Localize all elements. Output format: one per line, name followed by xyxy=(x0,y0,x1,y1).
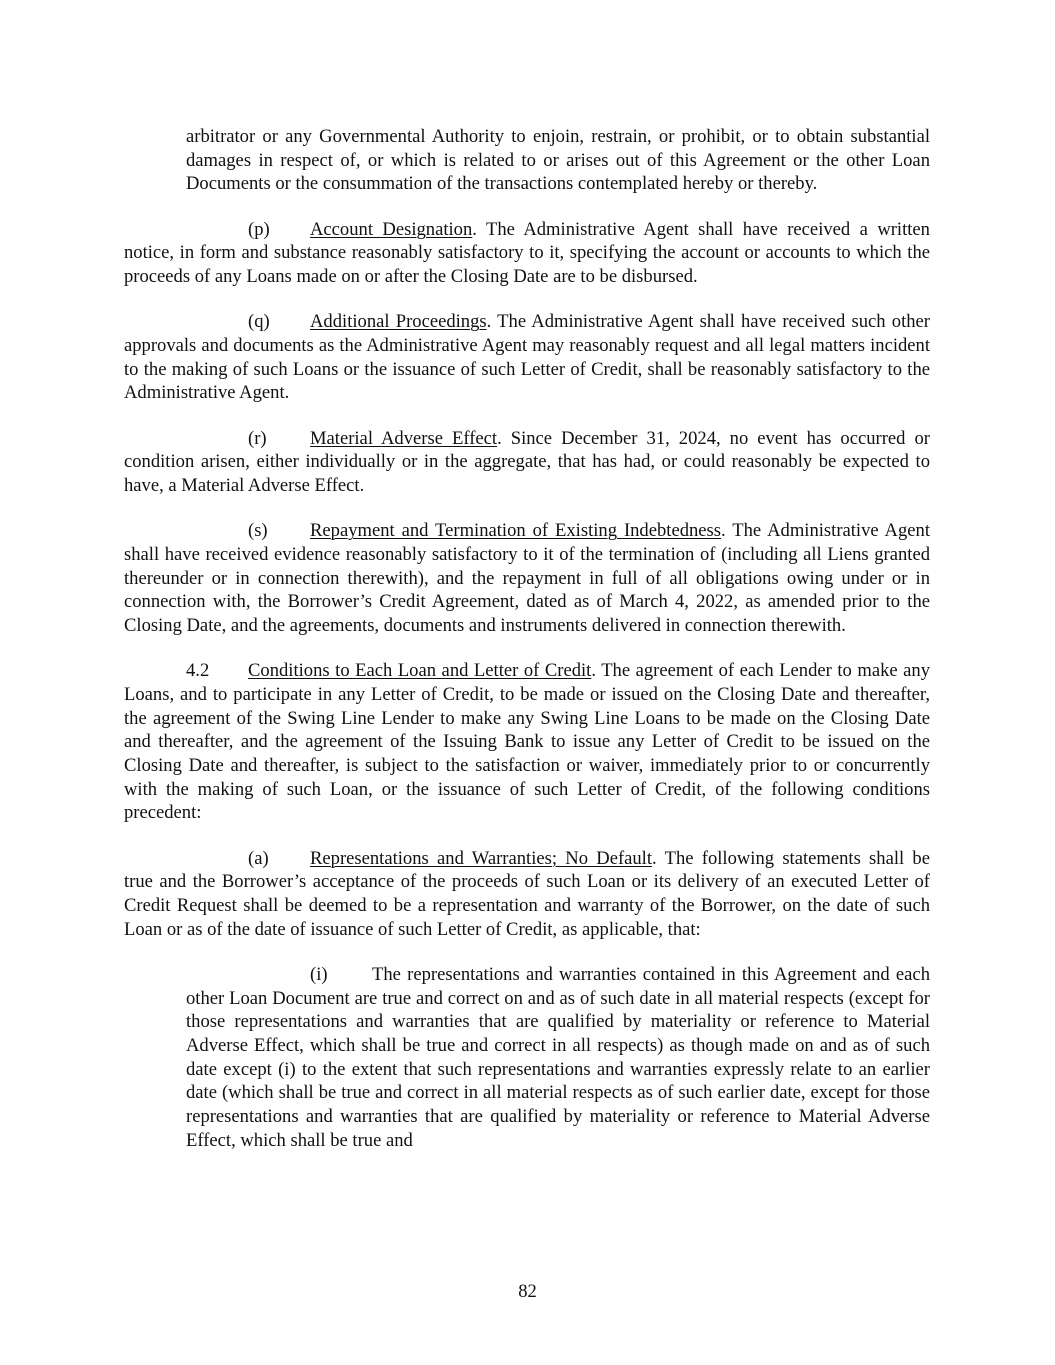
clause-heading: Representations and Warranties; No Default xyxy=(310,847,653,869)
clause-heading: Material Adverse Effect xyxy=(310,427,498,449)
paragraph-p xyxy=(124,218,930,289)
section-label: 4.2 xyxy=(186,660,210,682)
paragraph-continuation xyxy=(186,125,930,196)
paragraph-q xyxy=(124,310,930,405)
subclause-text: The representations and warranties contained in this Agreement and each other Loan Document are true and correct on and as of such date in all material respects (except for those representations and warranties that are qualified by materiality or reference to Material Adverse Effect, which shall be true and correct in all respects) as though made on and as of such date except (i) to the extent that such representations and warranties expressly relate to an earlier date (which shall be true and correct in all material respects as of such earlier date, except for those representations and warranties that are qualified by materiality or reference to Material Adverse Effect, which shall be true and xyxy=(186,963,930,1151)
clause-heading: Account Designation xyxy=(310,218,473,240)
clause-text: . The following statements shall be true and the Borrower’s acceptance of the proceeds of such Loan or its delivery of an executed Letter of Credit Request shall be deemed to be a representation and warranty of the Borrower, on the date of such Loan or as of the date of issuance of such Letter of Credit, as applicable, that: xyxy=(124,847,930,940)
clause-label: (q) xyxy=(248,311,270,333)
section-heading: Conditions to Each Loan and Letter of Credit xyxy=(248,660,592,682)
subclause-label: (i) xyxy=(310,963,328,985)
clause-label: (s) xyxy=(248,520,268,542)
paragraph-r xyxy=(124,427,930,498)
paragraph-s xyxy=(124,519,930,638)
clause-heading: Additional Proceedings xyxy=(310,311,487,333)
page-number: 82 xyxy=(518,1281,537,1302)
paragraph-text: arbitrator or any Governmental Authority to enjoin, restrain, or prohibit, or to obtain substantial damages in respect of, or which is related to or arises out of this Agreement or the other Loan Documents or the consummation of the transactions contemplated hereby or thereby. xyxy=(186,126,930,195)
clause-label: (a) xyxy=(248,847,269,869)
subparagraph-i xyxy=(186,963,930,1153)
clause-label: (p) xyxy=(248,218,270,240)
clause-label: (r) xyxy=(248,427,267,449)
clause-text: . The Administrative Agent shall have received a written notice, in form and substance reasonably satisfactory to it, specifying the account or accounts to which the proceeds of any Loans made on or after the Closing Date are to be disbursed. xyxy=(124,218,930,288)
clause-heading: Repayment and Termination of Existing Indebtedness xyxy=(310,520,722,542)
section-4-2 xyxy=(124,659,930,825)
clause-text: . The Administrative Agent shall have received evidence reasonably satisfactory to it of the termination of (including all Liens granted thereunder or in connection therewith), and the repayment in full of all obligations owing under or in connection with, the Borrower’s Credit Agreement, dated as of March 4, 2022, as amended prior to the Closing Date, and the agreements, documents and instruments delivered in connection therewith. xyxy=(124,520,930,636)
paragraph-a xyxy=(124,847,930,942)
section-text: . The agreement of each Lender to make any Loans, and to participate in any Letter of Credit, to be made or issued on the Closing Date and thereafter, the agreement of the Swing Line Lender to make any Swing Line Loans to be made on the Closing Date and thereafter, and the agreement of the Issuing Bank to issue any Letter of Credit to be issued on the Closing Date and thereafter, is subject to the satisfaction or waiver, immediately prior to or concurrently with the making of such Loan, or the issuance of such Letter of Credit, of the following conditions precedent: xyxy=(124,660,931,824)
clause-text: . The Administrative Agent shall have received such other approvals and documents as the Administrative Agent may reasonably request and all legal matters incident to the making of such Loans or the issuance of such Letter of Credit, shall be reasonably satisfactory to the Administrative Agent. xyxy=(124,311,931,404)
clause-text: . Since December 31, 2024, no event has occurred or condition arisen, either individually or in the aggregate, that has had, or could reasonably be expected to have, a Material Adverse Effect. xyxy=(124,427,930,496)
document-page xyxy=(124,125,930,1174)
